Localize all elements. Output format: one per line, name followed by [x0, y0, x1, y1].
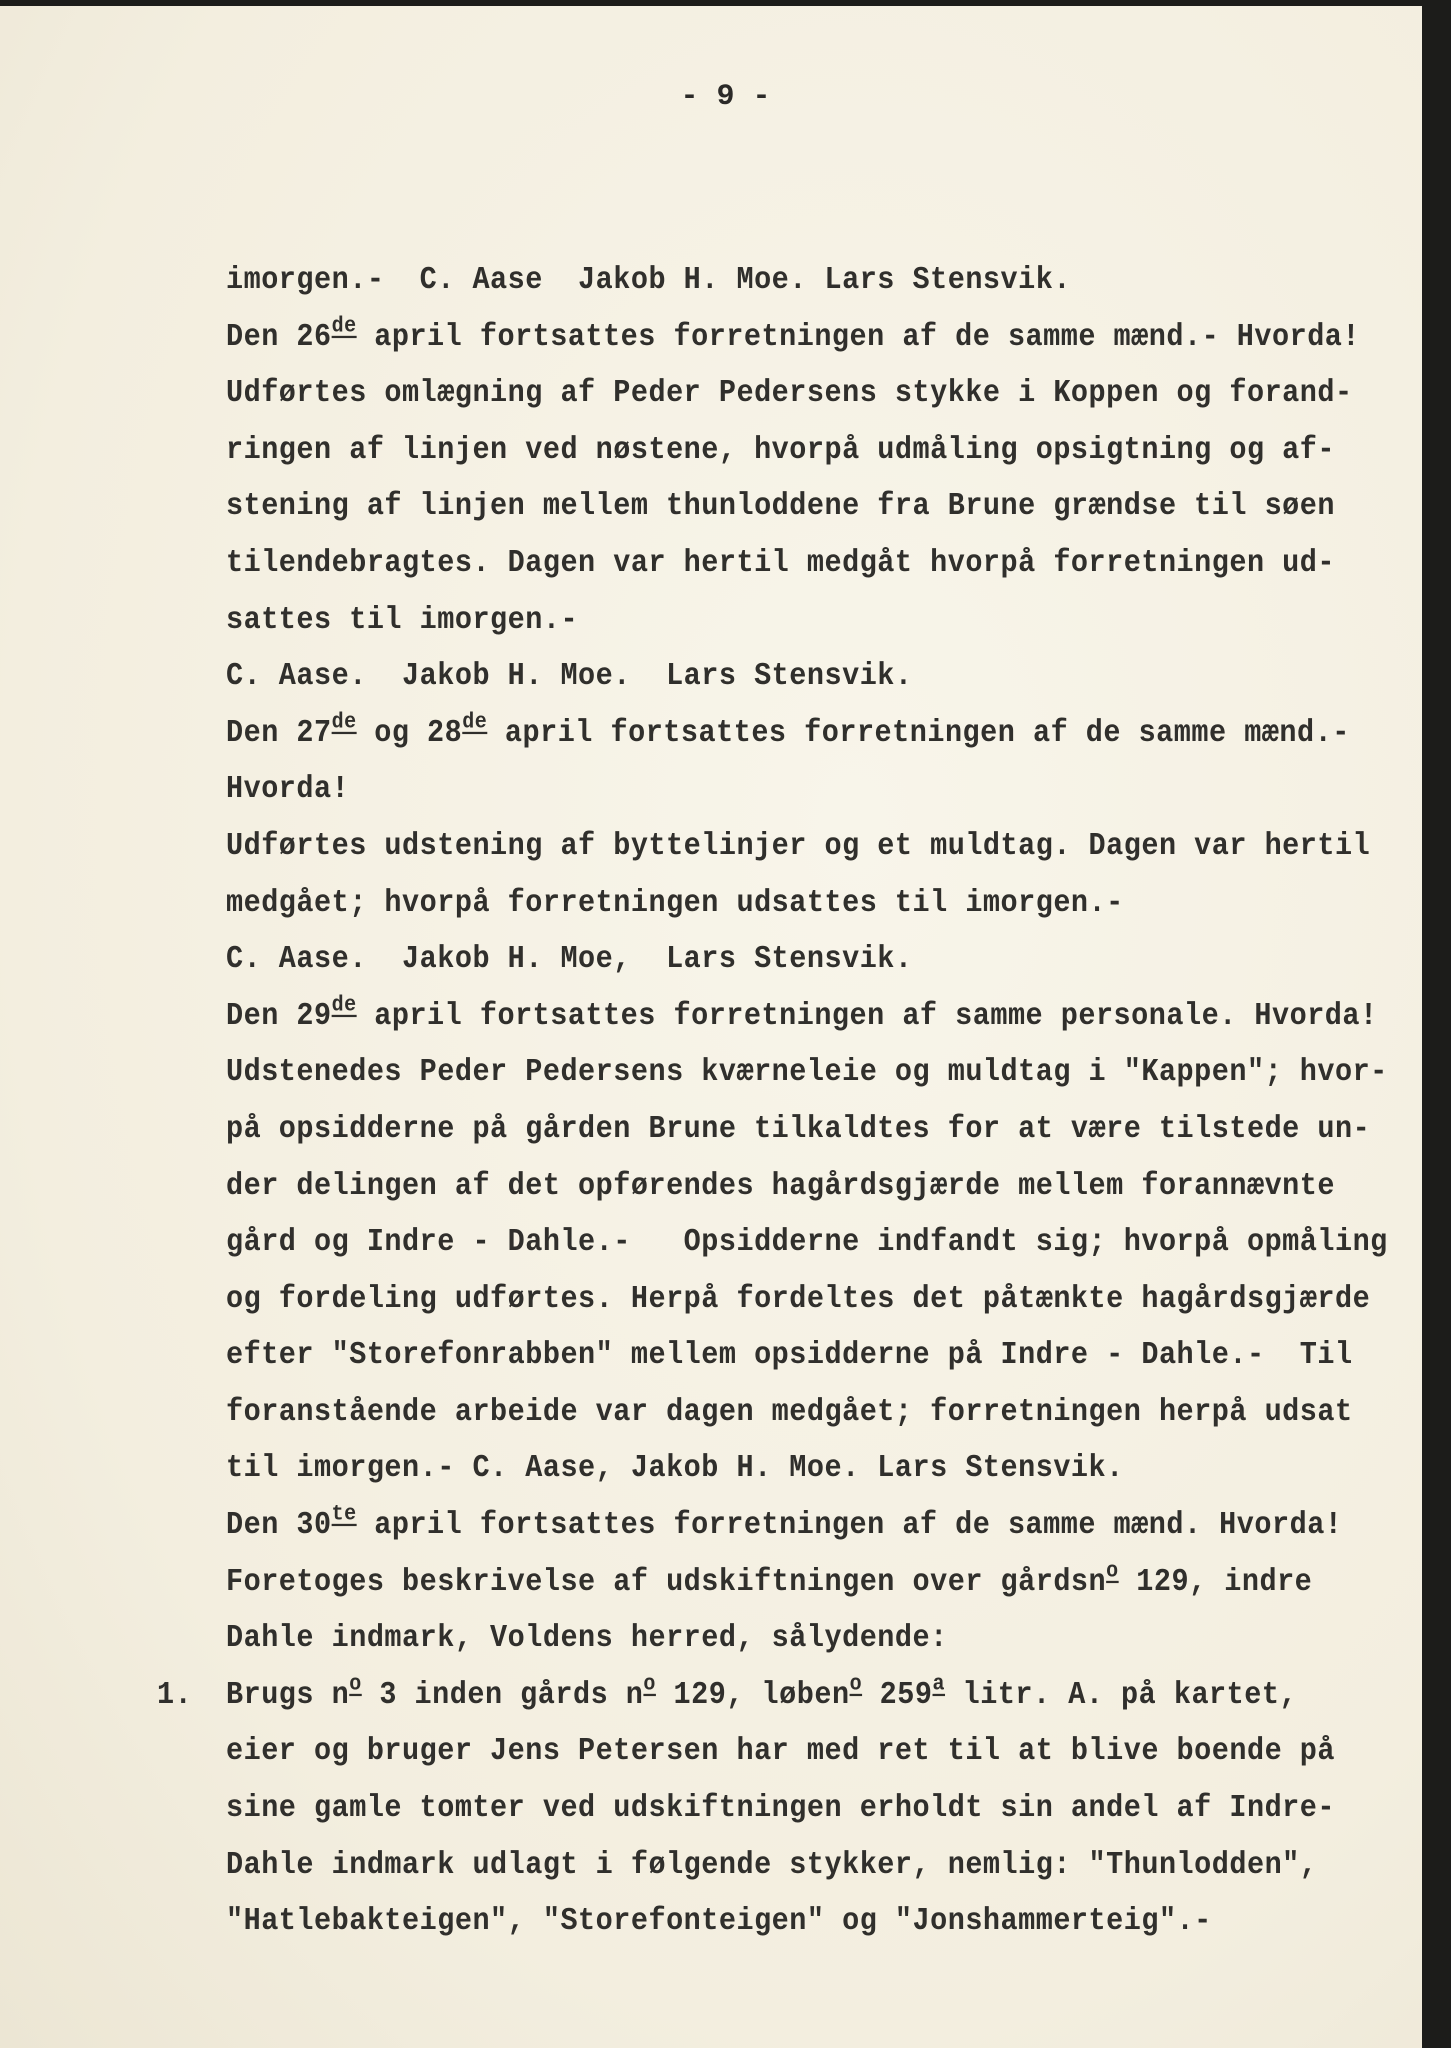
- text-line: [226, 475, 1388, 538]
- text-segment: til imorgen.- C. Aase, Jakob H. Moe. Lars Stensvik.: [226, 1449, 1124, 1487]
- superscript: de: [331, 709, 357, 735]
- text-line: [226, 249, 1388, 312]
- text-line: [226, 645, 1388, 708]
- text-segment: og 28: [356, 713, 463, 751]
- text-segment: 129, løben: [655, 1675, 850, 1713]
- text-segment: Den 30: [226, 1505, 332, 1543]
- text-segment: C. Aase. Jakob H. Moe, Lars Stensvik.: [226, 940, 913, 978]
- text-segment: efter "Storefonrabben" mellem opsidderne på Indre - Dahle.- Til: [226, 1336, 1353, 1374]
- text-segment: gård og Indre - Dahle.- Opsidderne indfandt sig; hvorpå opmåling: [226, 1223, 1388, 1260]
- text-line: [226, 1607, 1388, 1670]
- text-line: [226, 871, 1388, 934]
- text-line: [226, 532, 1388, 595]
- text-segment: medgået; hvorpå forretningen udsattes til imorgen.-: [226, 883, 1124, 921]
- text-segment: og fordeling udførtes. Herpå fordeltes det påtænkte hagårdsgjærde: [226, 1279, 1371, 1317]
- page-number: - 9 -: [680, 80, 771, 114]
- text-line: [226, 1380, 1388, 1443]
- superscript: te: [331, 1501, 357, 1528]
- text-segment: Den 26: [226, 317, 332, 355]
- text-segment: Den 27: [226, 713, 332, 751]
- text-segment: Udførtes omlægning af Peder Pedersens stykke i Koppen og forand-: [226, 374, 1353, 412]
- text-segment: Udstenedes Peder Pedersens kværneleie og muldtag i "Kappen"; hvor-: [226, 1053, 1388, 1091]
- text-segment: tilendebragtes. Dagen var hertil medgåt hvorpå forretningen ud-: [226, 543, 1335, 581]
- text-line: [226, 305, 1388, 368]
- text-line: [226, 1833, 1388, 1896]
- superscript: de: [331, 313, 357, 339]
- text-line: [226, 701, 1388, 764]
- text-segment: 129, indre: [1118, 1562, 1313, 1600]
- text-line: [226, 1494, 1388, 1557]
- text-line: [226, 588, 1388, 651]
- superscript: de: [462, 709, 488, 735]
- text-line: [226, 1550, 1388, 1613]
- superscript: o: [349, 1671, 362, 1698]
- text-line: [226, 1437, 1388, 1500]
- superscript: o: [849, 1671, 863, 1698]
- text-segment: der delingen af det opførendes hagårdsgjærde mellem forannævnte: [226, 1166, 1335, 1204]
- text-line: [226, 1154, 1388, 1217]
- text-line: [226, 418, 1388, 481]
- document-page: [0, 6, 1422, 2048]
- superscript: de: [331, 992, 357, 1018]
- text-segment: sine gamle tomter ved udskiftningen erholdt sin andel af Indre-: [226, 1788, 1335, 1826]
- text-line: [226, 1098, 1388, 1161]
- text-line: [226, 362, 1388, 425]
- text-segment: imorgen.- C. Aase Jakob H. Moe. Lars Stensvik.: [226, 260, 1071, 298]
- text-segment: Brugs n: [226, 1675, 350, 1713]
- text-segment: 3 inden gårds n: [361, 1675, 644, 1713]
- text-segment: Foretoges beskrivelse af udskiftningen over gårdsn: [226, 1562, 1107, 1600]
- text-segment: C. Aase. Jakob H. Moe. Lars Stensvik.: [226, 657, 913, 695]
- text-segment: 259: [862, 1675, 933, 1713]
- text-segment: april fortsattes forretningen af de samme mænd.-: [487, 713, 1350, 751]
- text-line: [226, 815, 1388, 878]
- text-segment: Hvorda!: [226, 770, 350, 808]
- text-segment: foranstående arbeide var dagen medgået; forretningen herpå udsat: [226, 1392, 1353, 1430]
- superscript: o: [1106, 1558, 1119, 1584]
- text-segment: litr. A. på kartet,: [945, 1675, 1298, 1713]
- text-segment: sattes til imorgen.-: [226, 600, 579, 638]
- item-number: 1.: [157, 1675, 193, 1713]
- text-segment: april fortsattes forretningen af samme personale. Hvorda!: [356, 996, 1378, 1034]
- text-segment: april fortsattes forretningen af de samme mænd.- Hvorda!: [356, 317, 1360, 355]
- text-line: [226, 928, 1388, 991]
- text-line: [157, 1663, 1388, 1726]
- text-line: [226, 1720, 1388, 1783]
- text-line: [226, 984, 1388, 1047]
- text-line: [226, 1267, 1388, 1330]
- text-segment: eier og bruger Jens Petersen har med ret til at blive boende på: [226, 1732, 1335, 1770]
- text-line: [226, 1211, 1388, 1274]
- text-segment: ringen af linjen ved nøstene, hvorpå udmåling opsigtning og af-: [226, 430, 1335, 468]
- text-segment: på opsidderne på gården Brune tilkaldtes for at være tilstede un-: [226, 1109, 1371, 1147]
- text-line: [226, 1041, 1388, 1104]
- text-segment: april fortsattes forretningen af de samme mænd. Hvorda!: [356, 1505, 1343, 1543]
- text-segment: "Hatlebakteigen", "Storefonteigen" og "Jonshammerteig".-: [226, 1902, 1212, 1940]
- superscript: o: [643, 1671, 656, 1698]
- text-segment: Dahle indmark, Voldens herred, sålydende:: [226, 1619, 948, 1657]
- text-line: [226, 1777, 1388, 1840]
- text-line: [226, 1890, 1388, 1953]
- text-segment: Udførtes udstening af byttelinjer og et muldtag. Dagen var hertil: [226, 826, 1371, 864]
- superscript: a: [932, 1671, 946, 1698]
- text-segment: Den 29: [226, 996, 332, 1034]
- typewritten-text: [157, 252, 1388, 1950]
- text-segment: Dahle indmark udlagt i følgende stykker, nemlig: "Thunlodden",: [226, 1845, 1318, 1883]
- text-segment: stening af linjen mellem thunloddene fra Brune grændse til søen: [226, 487, 1335, 525]
- text-line: [226, 758, 1388, 821]
- text-line: [226, 1324, 1388, 1387]
